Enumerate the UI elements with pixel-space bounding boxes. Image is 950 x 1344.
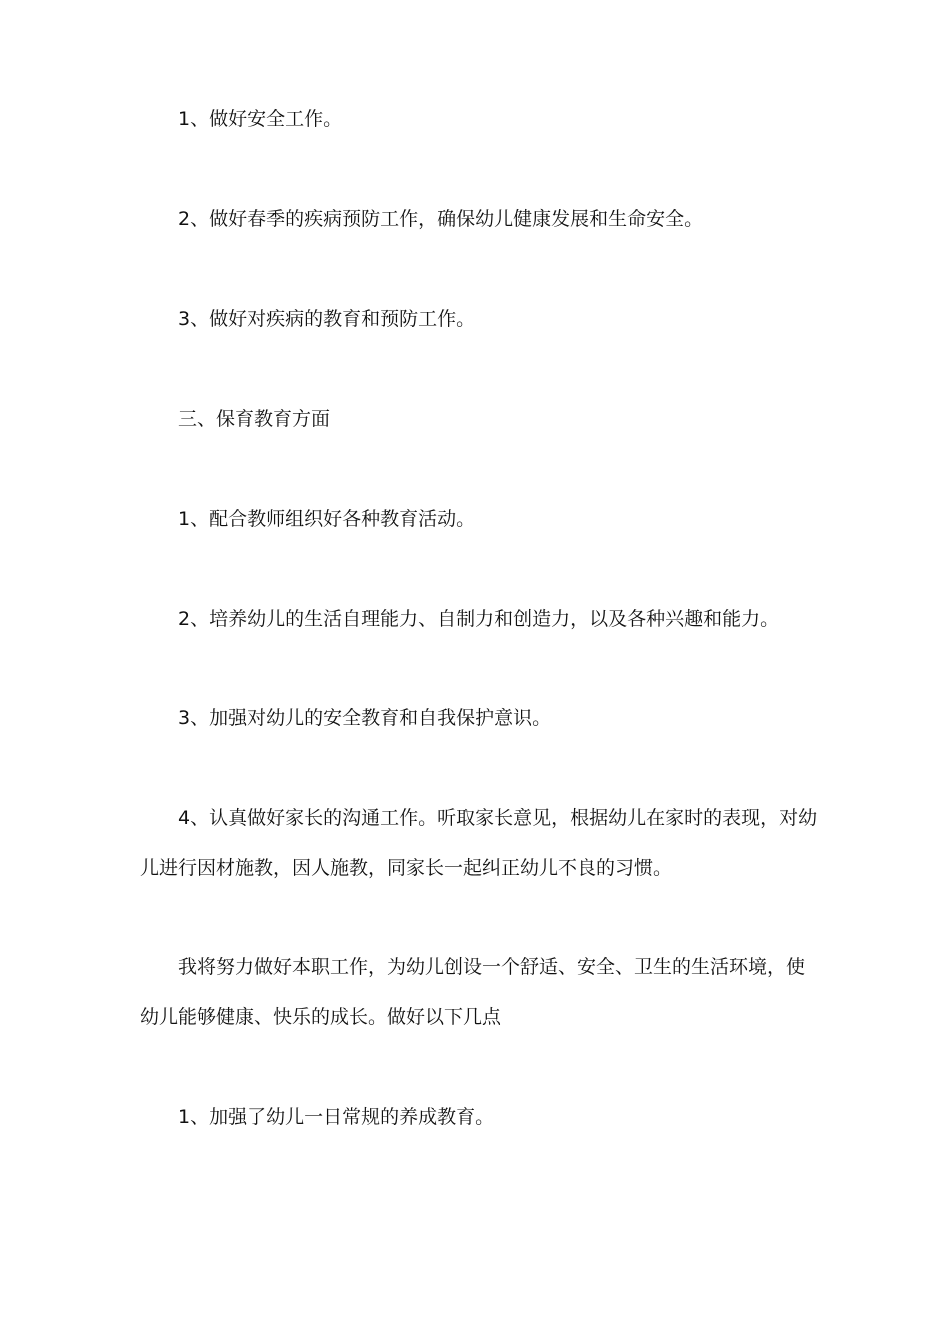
paragraph-daily-routine: 1、加强了幼儿一日常规的养成教育。 <box>178 1106 495 1128</box>
paragraph-safety-work: 1、做好安全工作。 <box>178 108 343 130</box>
paragraph-spring-disease-prevention: 2、做好春季的疾病预防工作，确保幼儿健康发展和生命安全。 <box>178 208 704 230</box>
paragraph-commitment: 我将努力做好本职工作，为幼儿创设一个舒适、安全、卫生的生活环境，使幼儿能够健康、快乐的成长。做好以下几点 <box>140 956 806 1028</box>
section-heading-care-education: 三、保育教育方面 <box>178 408 331 430</box>
paragraph-disease-education: 3、做好对疾病的教育和预防工作。 <box>178 308 476 330</box>
paragraph-teaching-activities: 1、配合教师组织好各种教育活动。 <box>178 508 476 530</box>
paragraph-safety-education: 3、加强对幼儿的安全教育和自我保护意识。 <box>178 707 552 729</box>
paragraph-parent-communication: 4、认真做好家长的沟通工作。听取家长意见，根据幼儿在家时的表现，对幼儿进行因材施教，因人施教，同家长一起纠正幼儿不良的习惯。 <box>140 807 818 879</box>
paragraph-self-care-ability: 2、培养幼儿的生活自理能力、自制力和创造力，以及各种兴趣和能力。 <box>178 608 780 630</box>
